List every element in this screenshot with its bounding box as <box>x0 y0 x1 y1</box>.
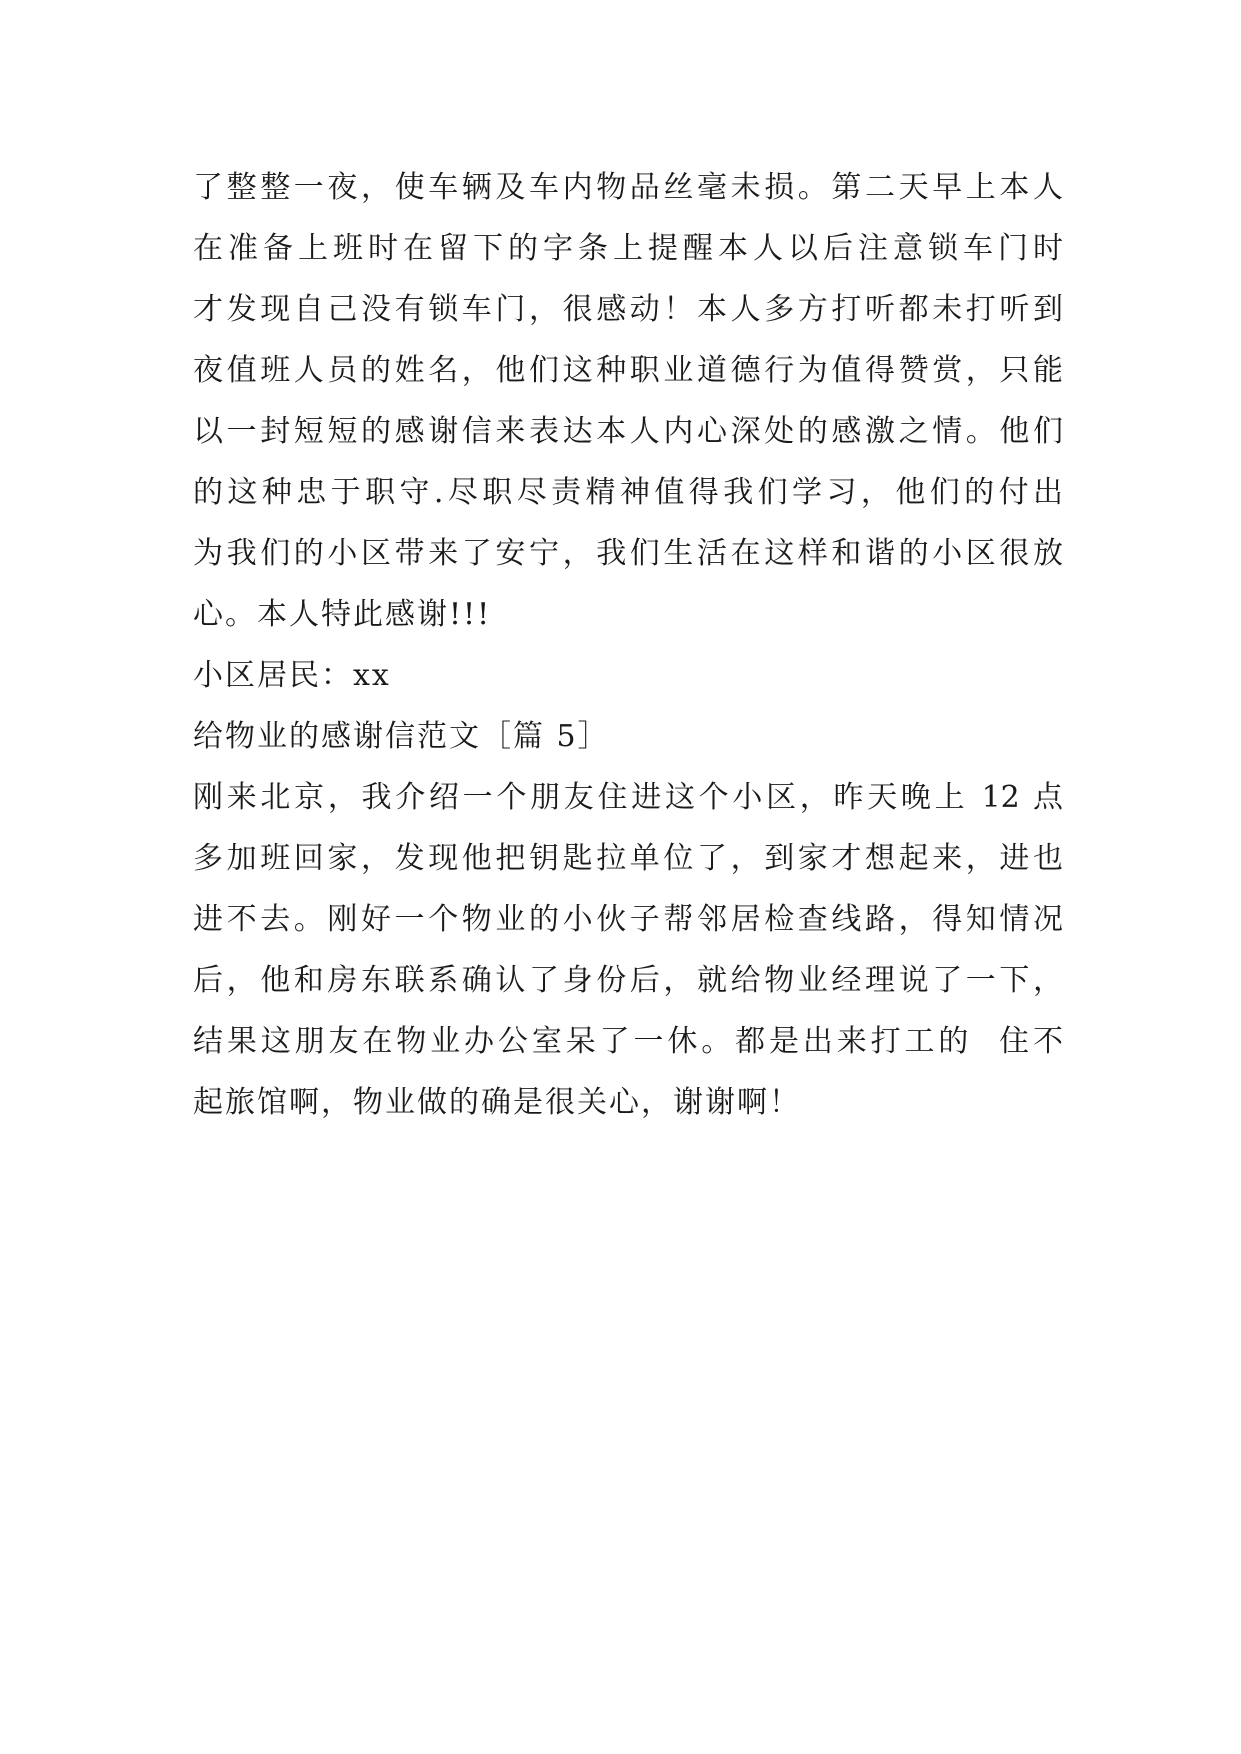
signature-line: 小区居民：xx <box>193 658 391 693</box>
body-line: 了整整一夜，使车辆及车内物品丝毫未损。第二天早上本人 <box>193 170 1063 205</box>
body-line: 夜值班人员的姓名，他们这种职业道德行为值得赞赏，只能 <box>193 353 1063 388</box>
body-line: 起旅馆啊，物业做的确是很关心，谢谢啊！ <box>193 1085 801 1120</box>
section-heading: 给物业的感谢信范文［篇 5］ <box>193 719 610 754</box>
document-body <box>193 157 1063 1133</box>
body-line: 多加班回家，发现他把钥匙拉单位了，到家才想起来，进也 <box>193 841 1063 876</box>
body-line: 为我们的小区带来了安宁，我们生活在这样和谐的小区很放 <box>193 536 1063 571</box>
body-line: 在准备上班时在留下的字条上提醒本人以后注意锁车门时 <box>193 231 1063 266</box>
body-line: 后，他和房东联系确认了身份后，就给物业经理说了一下， <box>193 963 1063 998</box>
body-line: 才发现自己没有锁车门，很感动！本人多方打听都未打听到 <box>193 292 1063 327</box>
body-line: 以一封短短的感谢信来表达本人内心深处的感激之情。他们 <box>193 414 1063 449</box>
body-line: 的这种忠于职守.尽职尽责精神值得我们学习，他们的付出 <box>193 475 1063 510</box>
body-line: 结果这朋友在物业办公室呆了一休。都是出来打工的 住不 <box>193 1024 1063 1059</box>
body-line: 心。本人特此感谢!!! <box>193 597 492 632</box>
body-line: 进不去。刚好一个物业的小伙子帮邻居检查线路，得知情况 <box>193 902 1063 937</box>
body-line: 刚来北京，我介绍一个朋友住进这个小区，昨天晚上 12 点 <box>193 780 1063 815</box>
